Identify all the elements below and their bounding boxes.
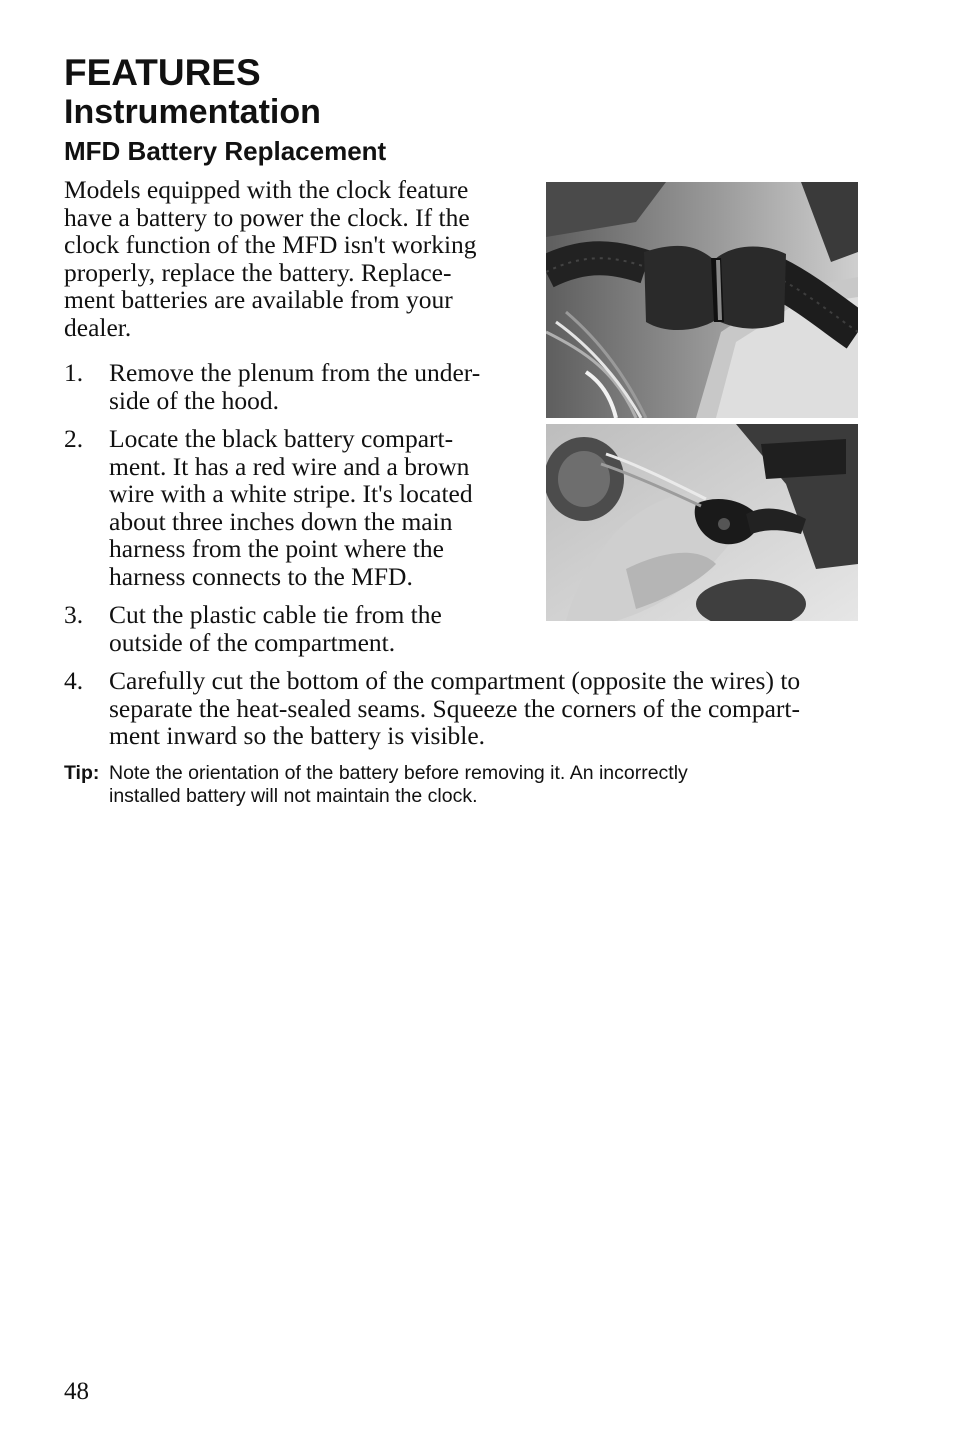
step-line: Remove the plenum from the under- [109,358,481,387]
step-line: Cut the plastic cable tie from the [109,600,442,629]
tip-line: installed battery will not maintain the clock. [109,785,478,807]
tip-label: Tip: [64,762,100,784]
step-number: 4. [64,666,84,695]
step-number: 1. [64,358,84,387]
step-line: side of the hood. [109,385,279,415]
intro-line: ment batteries are available from your [64,285,453,315]
tip-text [109,762,869,808]
intro-line: properly, replace the battery. Replace- [64,257,452,287]
step-line: wire with a white stripe. It's located [109,479,473,509]
step-line: ment. It has a red wire and a brown [109,451,470,481]
step-line: ment inward so the battery is visible. [109,721,486,751]
intro-paragraph [64,176,524,342]
step-line: harness connects to the MFD. [109,561,413,591]
step-number: 3. [64,600,84,629]
step-text [109,359,529,414]
step-line: Carefully cut the bottom of the compartment (opposite the wires) to [109,666,801,695]
step-line: separate the heat-sealed seams. Squeeze the corners of the compart- [109,693,801,723]
step-text [109,667,919,750]
step-text [109,601,529,656]
intro-line: dealer. [64,312,132,342]
intro-line: Models equipped with the clock feature [64,175,469,204]
harness-photo [546,182,858,418]
step-line: outside of the compartment. [109,627,396,657]
intro-line: clock function of the MFD isn't working [64,230,477,260]
step-line: about three inches down the main [109,506,453,536]
section-title: FEATURES [64,52,261,93]
tip-line: Note the orientation of the battery before removing it. An incorrectly [109,762,688,784]
step-line: harness from the point where the [109,534,444,564]
step-text [109,425,529,591]
subsection-title: Instrumentation [64,93,321,131]
step-line: Locate the black battery compart- [109,424,454,453]
topic-title: MFD Battery Replacement [64,136,387,166]
step-number: 2. [64,424,84,453]
intro-line: have a battery to power the clock. If the [64,202,470,232]
page-number: 48 [64,1378,89,1405]
battery-compartment-photo [546,424,858,621]
